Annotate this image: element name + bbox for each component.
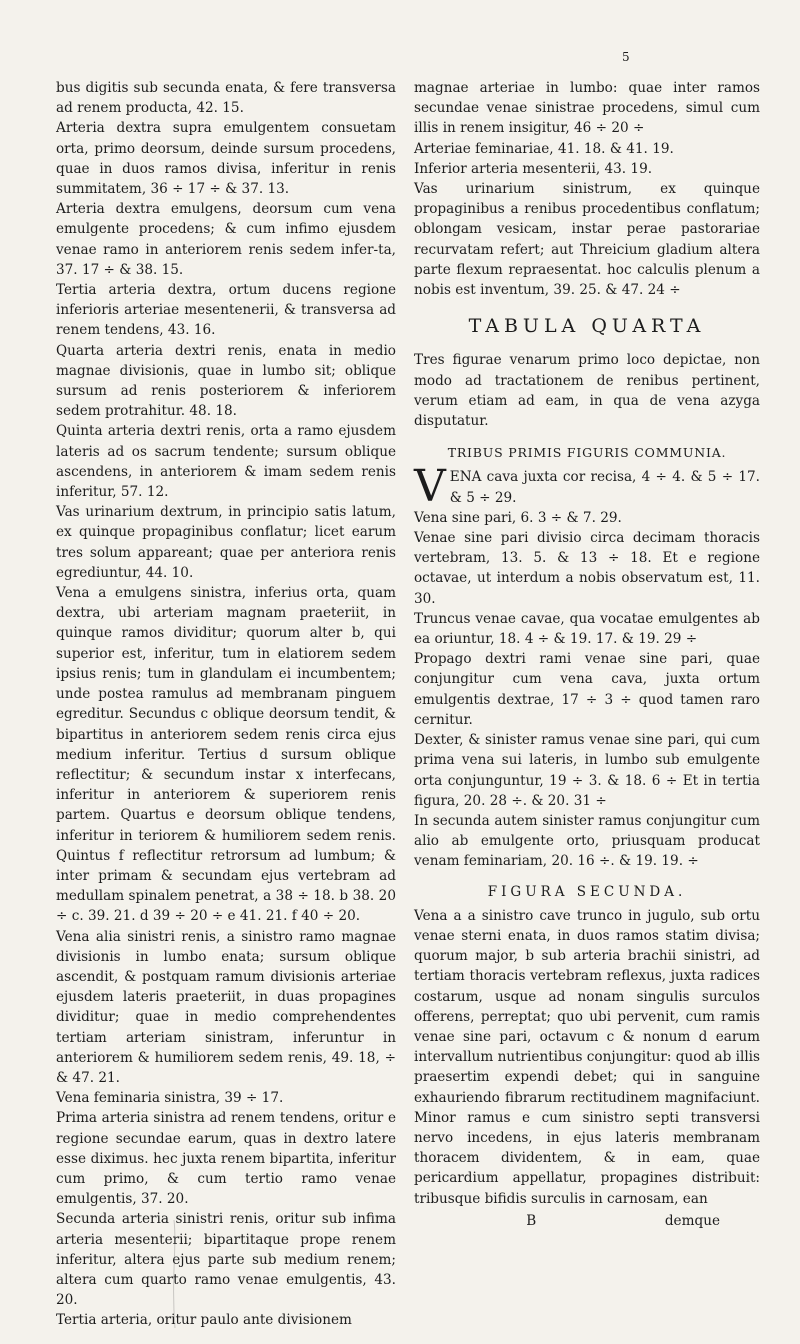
right-paragraph: Inferior arteria mesenterii, 43. 19. [414, 160, 653, 177]
left-paragraph: Tertia arteria, oritur paulo ante divisionem [56, 1312, 352, 1329]
left-paragraph: Arteria dextra supra emulgentem consuetam orta, primo deorsum, deinde sursum procedens, quae in duos ramos divisa, inferitur in renis summitatem, 36 ÷ 17 ÷ & 37. 13. [56, 120, 396, 198]
catchword: demque [664, 1212, 720, 1229]
left-paragraph: Quinta arteria dextri renis, orta a ramo ejusdem lateris ad os sacrum tendente; sursum oblique ascendens, in anteriorem & imam sedem renis inferitur, 57. 12. [56, 423, 396, 501]
common-paragraph: Vena sine pari, 6. 3 ÷ & 7. 29. [414, 509, 622, 526]
figure-paragraph: Vena a a sinistro cave trunco in jugulo, sub ortu venae sterni enata, in duos ramos statim divisa; quorum major, b sub arteria brachii sinistri, ad tertiam thoracis vertebram reflexus, juxta radices costarum, usque ad nonam singulis surculos offerens, perreptat; quo ubi pervenit, cum ramis venae sine pari, octavum c & nonum d earum intervallum nutrientibus conjungitur: quod ab illis praesertim expendi debet; qui in sanguine exhauriendo fibrarum rectitudinem magnifaciunt. Minor ramus e cum sinistro septi transversi nervo incedens, in ejus lateris membranam thoracem dividentem, & in eam, quae pericardium appellatur, propagines distribuit: tribusque bifidis surculis in carnosam, ean [414, 907, 760, 1207]
common-paragraph: In secunda autem sinister ramus conjungitur cum alio ab emulgente orto, priusquam producat venam feminariam, 20. 16 ÷. & 19. 19. ÷ [414, 812, 760, 870]
left-paragraph: Vena feminaria sinistra, 39 ÷ 17. [56, 1090, 284, 1107]
left-paragraph: Prima arteria sinistra ad renem tendens, oritur e regione secundae earum, quas in dextro latere esse diximus. hec juxta renem bipartita, inferitur cum primo, & cum tertio ramo venae emulgentis, 37. 20. [56, 1110, 396, 1208]
left-column [56, 78, 396, 1331]
left-paragraph: Quarta arteria dextri renis, enata in medio magnae divisionis, quae in lumbo sit; oblique sursum ad renis posteriorem & inferiorem sedem protrahitur. 48. 18. [56, 342, 396, 420]
left-paragraph: Vas urinarium dextrum, in principio satis latum, ex quinque propaginibus conflatur; licet earum tres solum appareant; quae per anteriora renis egrediuntur, 44. 10. [56, 504, 396, 581]
common-first-paragraph [414, 461, 760, 513]
common-paragraph: Truncus venae cavae, qua vocatae emulgentes ab ea oriuntur, 18. 4 ÷ & 19. 17. & 19. 29 ÷ [414, 610, 760, 648]
left-paragraph: Secunda arteria sinistri renis, oritur sub infima arteria mesenterii; bipartitaque prope renem inferitur, altera ejus parte sub medium renem; altera cum quarto ramo venae emulgentis, 43. 20. [56, 1211, 396, 1309]
left-paragraph: Vena alia sinistri renis, a sinistro ramo magnae divisionis in lumbo enata; sursum oblique ascendit, & postquam ramum divisionis arteriae ejusdem lateris praeteriit, in duas propagines dividitur; quae in medio comprehendentes tertiam arteriam sinistram, inferuntur in anteriorem & humiliorem sedem renis, 49. 18, ÷ & 47. 21. [56, 928, 396, 1086]
drop-cap: V [414, 461, 446, 513]
common-paragraph: Venae sine pari divisio circa decimam thoracis vertebram, 13. 5. & 13 ÷ 18. Et e regione octavae, ut interdum a nobis observatum est, 11. 30. [414, 530, 760, 607]
right-paragraph: Vas urinarium sinistrum, ex quinque propaginibus a renibus procedentibus conflatum; oblongam vesicam, instar perae pastorariae recurvatam refert; aut Threicium gladium altera parte flexum repraesentat. hoc calculis plenum a nobis est inventum, 39. 25. & 47. 24 ÷ [414, 181, 760, 299]
left-paragraph: Vena a emulgens sinistra, inferius orta, quam dextra, ubi arteriam magnam praeteriit, in quinque ramos dividitur; quorum alter b, qui superior est, inferitur, tum in elatiorem sedem ipsius renis; tum in glandulam ei incumbentem; unde postea ramulus ad membranam pinguem egreditur. Secundus c oblique deorsum tendit, & bipartitus in anteriorem sedem renis circa ejus medium inferitur. Tertius d sursum oblique reflectitur; & secundum instar x interfecans, inferitur in anteriorem & superiorem renis partem. Quartus e deorsum oblique tendens, inferitur in teriorem & humiliorem sedem renis. Quintus f reflectitur retrorsum ad lumbum; & inter primam & secundam ejus vertebram ad medullam spinalem penetrat, a 38 ÷ 18. b 38. 20 ÷ c. 39. 21. d 39 ÷ 20 ÷ e 41. 21. f 40 ÷ 20. [56, 585, 396, 925]
right-paragraph: magnae arteriae in lumbo: quae inter ramos secundae venae sinistrae procedens, simul cum illis in renem insigitur, 46 ÷ 20 ÷ [414, 80, 760, 137]
common-heading: TRIBUS PRIMIS FIGURIS COMMUNIA. [447, 445, 727, 461]
figure-heading: FIGURA SECUNDA. [487, 883, 687, 900]
common-paragraph: Propago dextri rami venae sine pari, quae conjungitur cum vena cava, juxta ortum emulgentis dextrae, 17 ÷ 3 ÷ quod tamen raro cernitur. [414, 651, 760, 728]
left-paragraph: Arteria dextra emulgens, deorsum cum vena emulgente procedens; & cum infimo ejusdem venae ramo in anteriorem renis sedem infer-ta, 37. 17 ÷ & 38. 15. [56, 201, 396, 278]
right-paragraph: Arteriae feminariae, 41. 18. & 41. 19. [414, 140, 674, 157]
signature-mark: B [526, 1212, 537, 1229]
table-intro: Tres figurae venarum primo loco depictae, non modo ad tractationem de renibus pertinent, verum etiam ad eam, in qua de vena azyga disputatur. [414, 352, 760, 430]
left-paragraph: bus digitis sub secunda enata, & fere transversa ad renem producta, 42. 15. [56, 80, 396, 117]
right-column [414, 78, 760, 1231]
table-heading: TABULA QUARTA [468, 315, 706, 338]
signature-line [414, 1211, 760, 1231]
common-paragraph: Dexter, & sinister ramus venae sine pari, qui cum prima vena sui lateris, in lumbo sub emulgente orta conjunguntur, 19 ÷ 3. & 18. 6 ÷ Et in tertia figura, 20. 28 ÷. & 20. 31 ÷ [414, 732, 760, 809]
bleed-through-mark [168, 1218, 182, 1330]
left-paragraph: Tertia arteria dextra, ortum ducens regione inferioris arteriae mesentenerii, & transversa ad renem tendens, 43. 16. [56, 282, 396, 339]
page-number-mark: 5 [622, 50, 630, 64]
common-first-text: ENA cava juxta cor recisa, 4 ÷ 4. & 5 ÷ 17. & 5 ÷ 29. [449, 469, 760, 506]
